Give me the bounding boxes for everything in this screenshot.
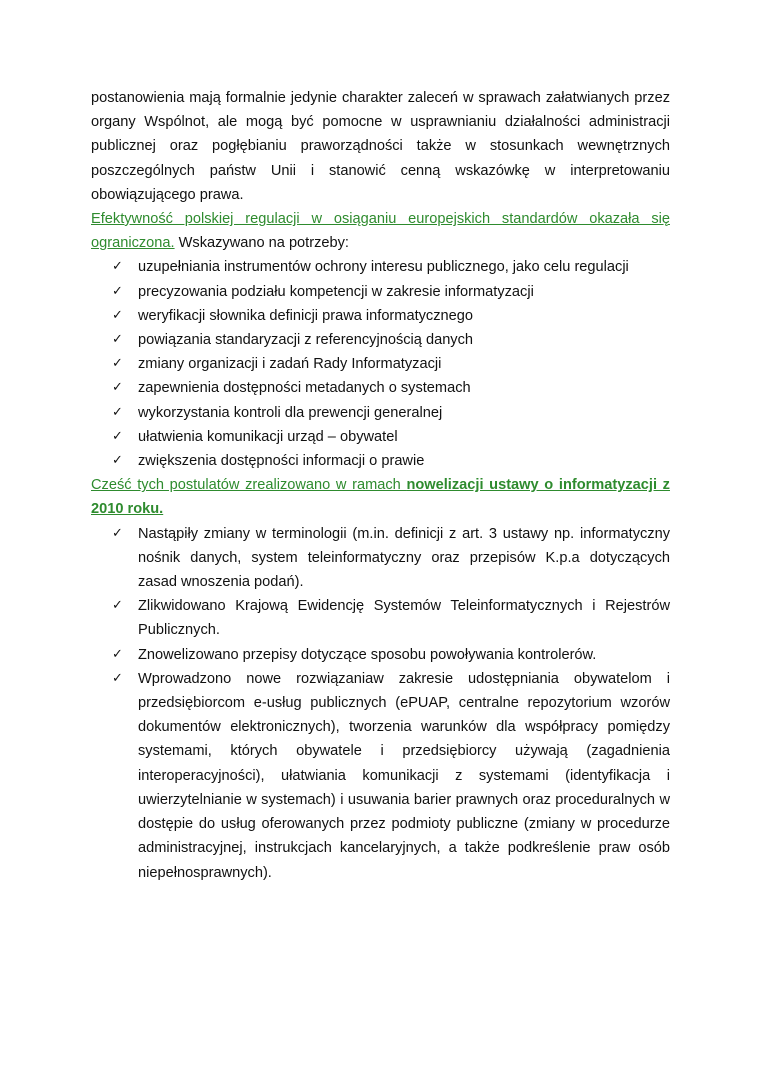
list-item: ✓ zmiany organizacji i zadań Rady Informatyzacji [91,352,670,376]
list-item: ✓ powiązania standaryzacji z referencyjnością danych [91,328,670,352]
section2-list [91,522,670,885]
section2-heading [91,473,670,521]
section1-heading [91,207,670,255]
list-item: ✓ weryfikacji słownika definicji prawa informatycznego [91,304,670,328]
check-icon: ✓ [112,259,123,275]
check-icon: ✓ [112,283,123,299]
document-page [91,86,670,885]
check-icon: ✓ [112,428,123,444]
list-item: ✓ wykorzystania kontroli dla prewencji generalnej [91,401,670,425]
section1-heading-rest: Wskazywano na potrzeby: [174,235,349,252]
check-icon: ✓ [112,404,123,420]
section1-heading-green: Efektywność polskiej regulacji w osiąganiu europejskich standardów okazała się ograniczona. [91,211,670,252]
list-item: ✓ Wprowadzono nowe rozwiązaniaw zakresie udostępniania obywatelom i przedsiębiorcom e-usług publicznych (ePUAP, centralne repozytorium wzorów dokumentów elektronicznych), tworzenia warunków dla współpracy pomiędzy systemami, których obywatele i przedsiębiorcy używają (zagadnienia interoperacyjności), ułatwiania komunikacji z systemami (identyfikacja i uwierzytelnianie w systemach) i usuwania barier prawnych oraz proceduralnych w dostępie do usług oferowanych przez podmioty publiczne (zmiany w procedurze administracyjnej, instrukcjach kancelaryjnych, a także podkreślenie praw osób niepełnosprawnych). [91,667,670,885]
list-item: ✓ ułatwienia komunikacji urząd – obywatel [91,425,670,449]
check-icon: ✓ [112,332,123,348]
list-item: ✓ Nastąpiły zmiany w terminologii (m.in. definicji z art. 3 ustawy np. informatyczny nośnik danych, system teleinformatyczny oraz przepisów K.p.a dotyczących zasad wnoszenia podań). [91,522,670,595]
section2-heading-bold: nowelizacji ustawy o informatyzacji z 2010 roku. [91,477,670,518]
check-icon: ✓ [112,646,123,662]
check-icon: ✓ [112,670,123,686]
list-item: ✓ zapewnienia dostępności metadanych o systemach [91,376,670,400]
check-icon: ✓ [112,525,123,541]
section2-heading-green: Cześć tych postulatów zrealizowano w ramach [91,477,407,494]
list-item: ✓ uzupełniania instrumentów ochrony interesu publicznego, jako celu regulacji [91,255,670,279]
check-icon: ✓ [112,598,123,614]
intro-paragraph: postanowienia mają formalnie jedynie charakter zaleceń w sprawach załatwianych przez organy Wspólnot, ale mogą być pomocne w usprawnianiu działalności administracji publicznej oraz pogłębianiu praworządności także w stosunkach wewnętrznych poszczególnych państw Unii i stanowić cenną wskazówkę w interpretowaniu obowiązującego prawa. [91,90,670,203]
list-item: ✓ Zlikwidowano Krajową Ewidencję Systemów Teleinformatycznych i Rejestrów Publicznych. [91,594,670,642]
check-icon: ✓ [112,356,123,372]
list-item: ✓ Znowelizowano przepisy dotyczące sposobu powoływania kontrolerów. [91,643,670,667]
check-icon: ✓ [112,380,123,396]
check-icon: ✓ [112,307,123,323]
list-item: ✓ zwiększenia dostępności informacji o prawie [91,449,670,473]
list-item: ✓ precyzowania podziału kompetencji w zakresie informatyzacji [91,280,670,304]
check-icon: ✓ [112,453,123,469]
section1-list [91,255,670,473]
